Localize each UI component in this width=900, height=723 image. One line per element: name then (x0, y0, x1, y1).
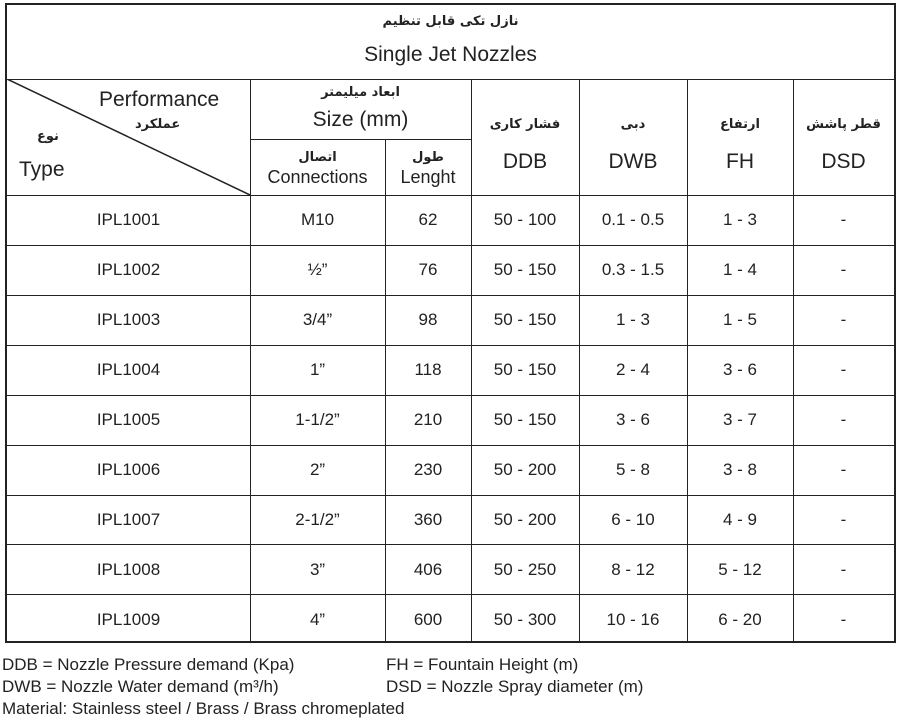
dsd-cell: - (840, 560, 847, 579)
fh-cell: 1 - 5 (722, 310, 758, 329)
length-cell: 600 (413, 610, 443, 629)
table-row (7, 595, 894, 645)
dwb-label: DWB (608, 150, 658, 173)
dwb-cell: 0.3 - 1.5 (601, 260, 665, 279)
dwb-fa-label: دبی (620, 117, 646, 132)
type-label: Type (19, 158, 65, 181)
connections-fa-label: اتصال (298, 150, 337, 165)
fh-cell: 1 - 3 (722, 210, 758, 229)
size-fa-label: ابعاد میلیمتر (321, 85, 400, 100)
fh-legend: FH = Fountain Height (m) (386, 655, 579, 674)
type-fa-label: نوع (37, 129, 59, 144)
connection-cell: 1-1/2” (295, 410, 340, 429)
type-cell: IPL1005 (96, 410, 161, 429)
dwb-cell: 1 - 3 (615, 310, 651, 329)
performance-label: Performance (99, 88, 220, 111)
connection-cell: M10 (300, 210, 335, 229)
dsd-fa-label: قطر پاشش (806, 117, 881, 132)
ddb-cell: 50 - 100 (493, 210, 557, 229)
length-cell: 406 (413, 560, 443, 579)
ddb-label: DDB (502, 150, 548, 173)
length-cell: 360 (413, 510, 443, 529)
type-cell: IPL1004 (96, 360, 161, 379)
type-cell: IPL1001 (96, 210, 161, 229)
fh-cell: 3 - 8 (722, 460, 758, 479)
length-cell: 230 (413, 460, 443, 479)
dwb-cell: 0.1 - 0.5 (601, 210, 665, 229)
dwb-cell: 10 - 16 (606, 610, 660, 629)
dsd-cell: - (840, 510, 847, 529)
ddb-cell: 50 - 200 (493, 460, 557, 479)
table-row (7, 345, 894, 395)
dsd-cell: - (840, 210, 847, 229)
fh-cell: 5 - 12 (718, 560, 762, 579)
performance-fa-label: عملکرد (135, 117, 181, 132)
ddb-cell: 50 - 150 (493, 310, 557, 329)
connection-cell: 2-1/2” (295, 510, 340, 529)
table-row (7, 545, 894, 595)
dsd-cell: - (840, 260, 847, 279)
dsd-legend: DSD = Nozzle Spray diameter (m) (386, 677, 644, 696)
type-cell: IPL1007 (96, 510, 161, 529)
connection-cell: 4” (309, 610, 326, 629)
ddb-cell: 50 - 150 (493, 260, 557, 279)
length-cell: 210 (413, 410, 443, 429)
length-fa-label: طول (412, 150, 444, 165)
type-cell: IPL1008 (96, 560, 161, 579)
type-cell: IPL1006 (96, 460, 161, 479)
table-row (7, 295, 894, 345)
connection-cell: 2” (309, 460, 326, 479)
dwb-legend: DWB = Nozzle Water demand (m³/h) (2, 677, 279, 696)
ddb-cell: 50 - 200 (493, 510, 557, 529)
connections-label: Connections (267, 167, 368, 187)
length-cell: 76 (418, 260, 438, 279)
title-fa: نازل تکی قابل تنظیم (382, 14, 519, 29)
dwb-cell: 3 - 6 (615, 410, 651, 429)
length-cell: 118 (414, 360, 442, 379)
material-note: Material: Stainless steel / Brass / Brass chromeplated (2, 699, 405, 718)
ddb-cell: 50 - 250 (493, 560, 557, 579)
spec-table (5, 3, 896, 643)
fh-cell: 3 - 7 (722, 410, 758, 429)
type-cell: IPL1003 (96, 310, 161, 329)
table-row (7, 495, 894, 545)
fh-cell: 1 - 4 (722, 260, 758, 279)
length-cell: 98 (418, 310, 438, 329)
dsd-label: DSD (821, 150, 866, 173)
ddb-fa-label: فشار کاری (489, 117, 561, 132)
ddb-cell: 50 - 150 (493, 410, 557, 429)
dsd-cell: - (840, 410, 847, 429)
ddb-cell: 50 - 150 (493, 360, 557, 379)
connection-cell: 1” (309, 360, 326, 379)
dsd-cell: - (840, 610, 847, 629)
fh-fa-label: ارتفاع (720, 117, 760, 132)
table-row (7, 395, 894, 445)
dsd-cell: - (840, 460, 847, 479)
fh-cell: 6 - 20 (718, 610, 762, 629)
dwb-cell: 6 - 10 (611, 510, 655, 529)
ddb-legend: DDB = Nozzle Pressure demand (Kpa) (2, 655, 295, 674)
table-row (7, 195, 894, 245)
title-en: Single Jet Nozzles (364, 43, 537, 66)
dsd-cell: - (840, 360, 847, 379)
type-cell: IPL1002 (96, 260, 161, 279)
connection-cell: 3/4” (302, 310, 333, 329)
dwb-cell: 5 - 8 (615, 460, 651, 479)
ddb-cell: 50 - 300 (493, 610, 557, 629)
table-row (7, 445, 894, 495)
size-subheader-divider (250, 139, 471, 140)
dwb-cell: 8 - 12 (611, 560, 655, 579)
connection-cell: ½” (307, 260, 328, 279)
table-row (7, 245, 894, 295)
fh-cell: 4 - 9 (722, 510, 758, 529)
length-label: Lenght (400, 167, 456, 187)
type-cell: IPL1009 (96, 610, 161, 629)
dwb-cell: 2 - 4 (615, 360, 651, 379)
fh-label: FH (726, 150, 754, 173)
connection-cell: 3” (309, 560, 326, 579)
size-label: Size (mm) (312, 108, 409, 131)
length-cell: 62 (418, 210, 438, 229)
fh-cell: 3 - 6 (722, 360, 758, 379)
dsd-cell: - (840, 310, 847, 329)
